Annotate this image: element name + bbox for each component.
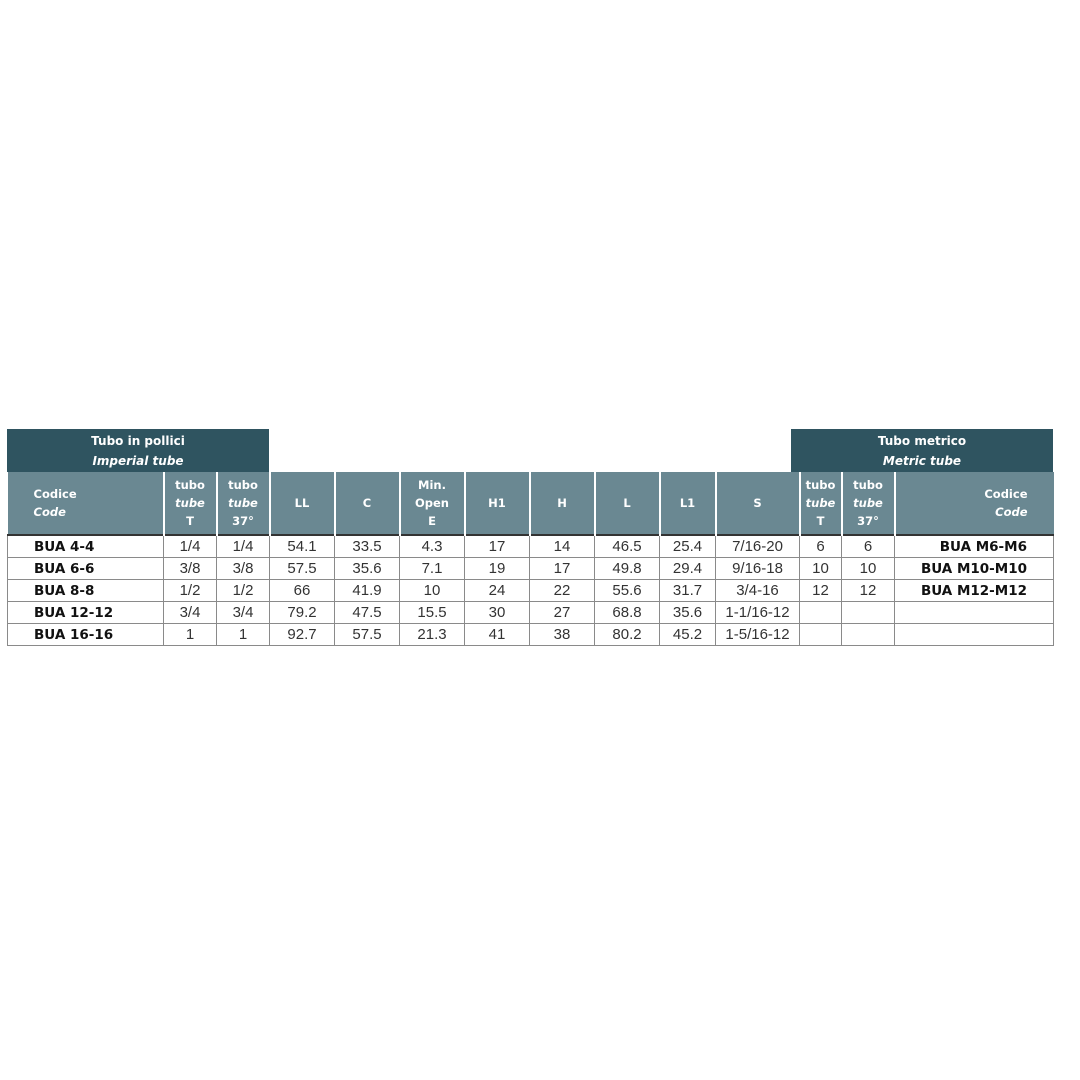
- cell-metric-tube-37: 10: [842, 558, 895, 580]
- col-tube-t: [164, 472, 217, 535]
- cell-l: 46.5: [595, 535, 660, 558]
- cell-min-open: 4.3: [400, 535, 465, 558]
- cell-l1: 31.7: [660, 580, 716, 602]
- cell-l1: 29.4: [660, 558, 716, 580]
- cell-metric-tube-37: [842, 602, 895, 624]
- cell-code: BUA 16-16: [8, 624, 164, 646]
- col-metric-tube-t-it: tubo: [805, 478, 836, 492]
- col-metric-tube-37-sub: 37°: [857, 514, 879, 528]
- cell-c: 41.9: [335, 580, 400, 602]
- cell-tube-37: 1: [217, 624, 270, 646]
- cell-l1: 45.2: [660, 624, 716, 646]
- col-code-it: Codice: [33, 487, 77, 501]
- cell-l: 49.8: [595, 558, 660, 580]
- cell-c: 57.5: [335, 624, 400, 646]
- cell-s: 1-5/16-12: [716, 624, 800, 646]
- col-metric-tube-37-en: tube: [853, 496, 883, 510]
- cell-l: 68.8: [595, 602, 660, 624]
- cell-h1: 24: [465, 580, 530, 602]
- cell-h1: 17: [465, 535, 530, 558]
- col-code-en: Code: [33, 505, 66, 519]
- col-metric-tube-t: [800, 472, 842, 535]
- metric-header-name: Tubo metrico: [877, 434, 967, 448]
- cell-l: 55.6: [595, 580, 660, 602]
- col-min-open-l2: Open: [415, 496, 449, 510]
- cell-ll: 57.5: [270, 558, 335, 580]
- cell-metric-tube-37: 12: [842, 580, 895, 602]
- cell-metric-tube-t: 6: [800, 535, 842, 558]
- cell-s: 9/16-18: [716, 558, 800, 580]
- imperial-tube-header: [7, 429, 269, 472]
- col-tube-t-sub: T: [186, 514, 194, 528]
- cell-metric-code: [895, 602, 1054, 624]
- cell-min-open: 10: [400, 580, 465, 602]
- cell-h1: 30: [465, 602, 530, 624]
- col-metric-tube-37-it: tubo: [853, 478, 883, 492]
- cell-h1: 41: [465, 624, 530, 646]
- cell-l: 80.2: [595, 624, 660, 646]
- imperial-header-name: Tubo in pollici: [91, 434, 185, 448]
- col-ll: LL: [270, 472, 335, 535]
- metric-header-name-en: Metric tube: [882, 454, 962, 468]
- table-row: [8, 558, 1054, 580]
- col-metric-tube-37: [842, 472, 895, 535]
- col-metric-code-it: Codice: [984, 487, 1028, 501]
- cell-tube-t: 3/8: [164, 558, 217, 580]
- col-h: H: [530, 472, 595, 535]
- table-row: [8, 624, 1054, 646]
- cell-min-open: 15.5: [400, 602, 465, 624]
- cell-tube-t: 1/2: [164, 580, 217, 602]
- cell-metric-tube-t: 12: [800, 580, 842, 602]
- imperial-header-name-en: Imperial tube: [92, 454, 184, 468]
- col-c: C: [335, 472, 400, 535]
- table-row: [8, 535, 1054, 558]
- cell-metric-code: BUA M6-M6: [895, 535, 1054, 558]
- cell-metric-tube-t: [800, 602, 842, 624]
- cell-h: 14: [530, 535, 595, 558]
- cell-h: 17: [530, 558, 595, 580]
- cell-c: 47.5: [335, 602, 400, 624]
- cell-tube-37: 3/8: [217, 558, 270, 580]
- cell-s: 1-1/16-12: [716, 602, 800, 624]
- cell-metric-tube-t: 10: [800, 558, 842, 580]
- col-tube-37-sub: 37°: [232, 514, 254, 528]
- cell-metric-tube-t: [800, 624, 842, 646]
- col-metric-tube-t-en: tube: [805, 496, 836, 510]
- col-h1: H1: [465, 472, 530, 535]
- cell-ll: 92.7: [270, 624, 335, 646]
- header-row: [8, 472, 1054, 535]
- cell-c: 33.5: [335, 535, 400, 558]
- cell-ll: 79.2: [270, 602, 335, 624]
- cell-l1: 25.4: [660, 535, 716, 558]
- cell-tube-37: 3/4: [217, 602, 270, 624]
- cell-tube-t: 3/4: [164, 602, 217, 624]
- col-l: L: [595, 472, 660, 535]
- cell-tube-37: 1/4: [217, 535, 270, 558]
- col-min-open-l1: Min.: [418, 478, 446, 492]
- col-tube-t-it: tubo: [175, 478, 205, 492]
- cell-h: 22: [530, 580, 595, 602]
- col-tube-37: [217, 472, 270, 535]
- col-tube-t-en: tube: [175, 496, 205, 510]
- col-l1: L1: [660, 472, 716, 535]
- metric-tube-header: [791, 429, 1053, 472]
- col-tube-37-en: tube: [228, 496, 258, 510]
- col-tube-37-it: tubo: [228, 478, 258, 492]
- cell-ll: 54.1: [270, 535, 335, 558]
- cell-tube-37: 1/2: [217, 580, 270, 602]
- col-s: S: [716, 472, 800, 535]
- cell-h1: 19: [465, 558, 530, 580]
- cell-c: 35.6: [335, 558, 400, 580]
- cell-metric-code: BUA M12-M12: [895, 580, 1054, 602]
- cell-code: BUA 6-6: [8, 558, 164, 580]
- cell-code: BUA 12-12: [8, 602, 164, 624]
- cell-s: 7/16-20: [716, 535, 800, 558]
- cell-h: 38: [530, 624, 595, 646]
- cell-ll: 66: [270, 580, 335, 602]
- cell-metric-tube-37: 6: [842, 535, 895, 558]
- col-metric-tube-t-sub: T: [816, 514, 825, 528]
- cell-s: 3/4-16: [716, 580, 800, 602]
- cell-tube-t: 1: [164, 624, 217, 646]
- cell-code: BUA 8-8: [8, 580, 164, 602]
- table-row: [8, 580, 1054, 602]
- col-min-open-l3: E: [428, 514, 436, 528]
- col-code: [8, 472, 164, 535]
- cell-metric-code: [895, 624, 1054, 646]
- col-metric-code: [895, 472, 1054, 535]
- cell-min-open: 7.1: [400, 558, 465, 580]
- cell-code: BUA 4-4: [8, 535, 164, 558]
- cell-l1: 35.6: [660, 602, 716, 624]
- col-metric-code-en: Code: [995, 505, 1028, 519]
- cell-metric-code: BUA M10-M10: [895, 558, 1054, 580]
- spec-table: [7, 472, 1054, 646]
- table-row: [8, 602, 1054, 624]
- cell-tube-t: 1/4: [164, 535, 217, 558]
- cell-h: 27: [530, 602, 595, 624]
- cell-min-open: 21.3: [400, 624, 465, 646]
- col-min-open: [400, 472, 465, 535]
- cell-metric-tube-37: [842, 624, 895, 646]
